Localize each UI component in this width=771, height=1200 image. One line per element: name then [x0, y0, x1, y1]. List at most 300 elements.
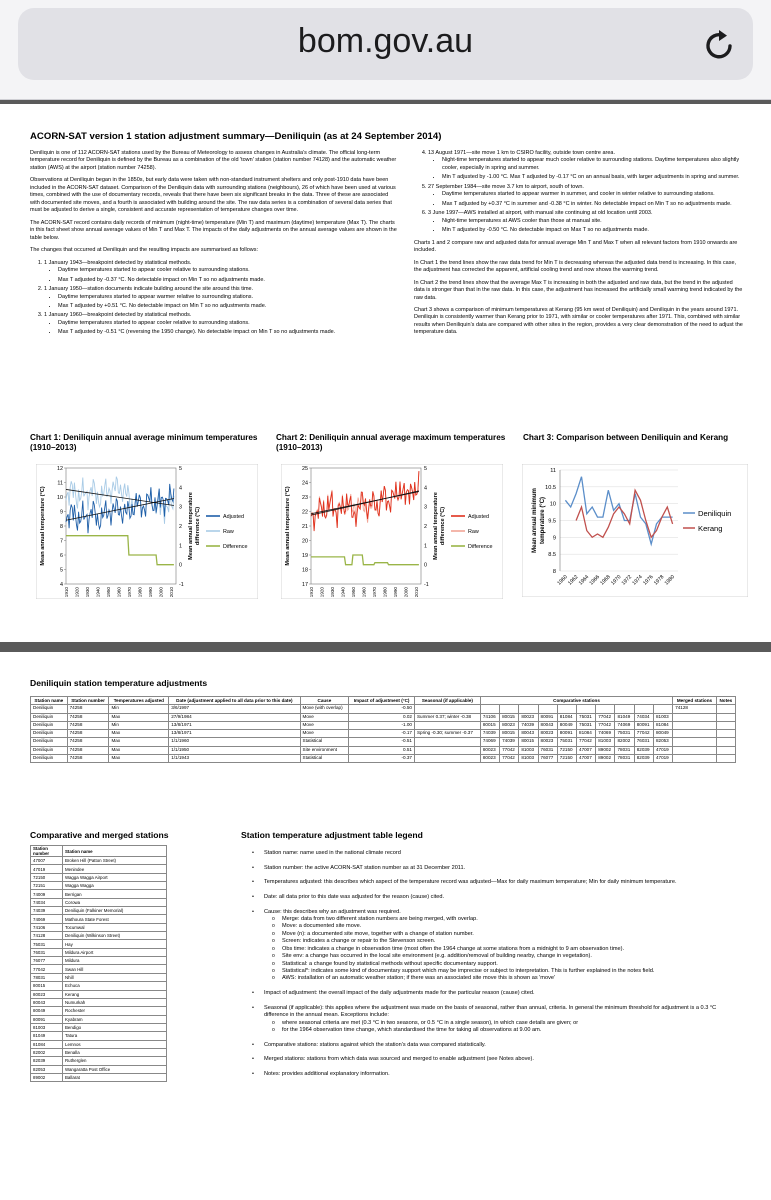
table-cell: 47007 [577, 755, 596, 763]
table-cell: 74039 [31, 907, 63, 915]
table-cell: 80023 [538, 730, 557, 738]
legend-item: • Temperatures adjusted: this describes which aspect of the temperature record was adjusted—Max for daily maximum temperature; Min for daily minimum temperature. [250, 879, 740, 886]
y2-tick-label: 4 [424, 485, 427, 492]
table-row [31, 1065, 167, 1073]
table-cell: 3/6/1997 [169, 705, 300, 713]
table-cell: 78031 [31, 973, 63, 981]
table-cell [480, 705, 499, 713]
table-cell: Mathoura State Forest [63, 915, 167, 923]
table-row [31, 857, 167, 865]
table-row [31, 730, 736, 738]
change-item: 3. 1 January 1960—breakpoint detected by statistical methods. • Daytime temperatures started to appear cooler relative to surrounding stations. • Max T adjusted by -0.51 °C (reversing the 1950 change). No detectable impact on Min T so no adjustments made. [44, 312, 398, 336]
table-cell: 80091 [634, 721, 653, 729]
table-cell: 74128 [31, 932, 63, 940]
table-cell: Rochester [63, 1007, 167, 1015]
y2-axis-label-line1: Mean annual temperature [188, 492, 194, 560]
adjustments-title: Deniliquin station temperature adjustments [30, 678, 208, 688]
legend-label: Deniliquin [698, 509, 732, 518]
table-row [31, 990, 167, 998]
chart2-paragraph: In Chart 2 the trend lines show that the average Max T is increasing in both the adjusted and raw data, but the trend in the adjusted data is stronger than that in the raw data. In this case, the adjustment has increased the artificially small warming trend indicated by the raw data. [414, 279, 743, 301]
table-cell: 77042 [500, 746, 519, 754]
table-cell [673, 738, 717, 746]
table-cell: 74258 [67, 755, 109, 763]
y2-tick-label: 2 [424, 524, 427, 530]
table-cell [716, 705, 735, 713]
table-cell: 47007 [577, 746, 596, 754]
table-cell [716, 721, 735, 729]
table-cell: 81003 [31, 1023, 63, 1031]
table-row [31, 923, 167, 931]
table-cell: -1.00 [349, 721, 415, 729]
y2-tick-label: 1 [424, 543, 427, 550]
table-row [31, 915, 167, 923]
changes-list-right [414, 150, 744, 235]
table-cell: 77042 [634, 730, 653, 738]
table-cell: 81003 [653, 713, 672, 721]
table-cell: 77042 [596, 713, 615, 721]
table-cell [673, 746, 717, 754]
table-cell: 1/1/1960 [169, 738, 300, 746]
table-cell: -0.37 [349, 755, 415, 763]
column-header: Merged stations [673, 697, 717, 705]
table-cell: 74034 [634, 713, 653, 721]
table-cell: 81003 [519, 755, 538, 763]
table-cell [500, 705, 519, 713]
table-cell: 80015 [500, 713, 519, 721]
y-tick-label: 21 [302, 524, 308, 530]
x-tick-label: 1960 [361, 587, 367, 598]
column-header: Cause [300, 697, 349, 705]
table-cell: 82039 [31, 1057, 63, 1065]
legend-label: Adjusted [223, 514, 244, 520]
table-cell: Site environment [300, 746, 349, 754]
reload-icon[interactable] [701, 26, 739, 64]
table-cell: 74258 [67, 705, 109, 713]
chart3-paragraph: Chart 3 shows a comparison of minimum temperatures at Kerang (95 km west of Deniliquin) and Deniliquin in the years around 1971. Deniliquin is consistently warmer than Kerang prior to 1971, with similar or cooler temperatures after 1971. This, combined with similar results when Deniliquin’s data are compared with other sites in the region, provides a very clear demonstration of the need to adjust the temperature data. [414, 306, 743, 336]
table-cell: Benalla [63, 1048, 167, 1056]
table-cell: 82039 [634, 755, 653, 763]
table-cell: Wagga Wagga [63, 882, 167, 890]
y-tick-label: 9 [60, 509, 63, 516]
legend-item: • Date: all data prior to this date was adjusted for the reason (cause) cited. [250, 894, 740, 901]
table-cell: Max [109, 730, 169, 738]
y2-tick-label: 5 [179, 466, 182, 472]
y2-tick-label: 3 [424, 504, 427, 511]
x-tick-label: 1962 [567, 574, 580, 587]
table-cell: Corowa [63, 898, 167, 906]
table-cell [716, 755, 735, 763]
comparative-stations-table [30, 845, 167, 1082]
chart1-plot [36, 464, 258, 599]
x-tick-label: 1978 [652, 574, 666, 587]
table-cell: Deniliquin [31, 730, 68, 738]
changes-list-left [30, 260, 398, 337]
table-cell: Move [300, 721, 349, 729]
table-cell: 82039 [634, 746, 653, 754]
legend-label: Raw [223, 529, 234, 535]
table-cell: 75031 [557, 738, 576, 746]
table-cell [414, 755, 480, 763]
summary-right-column [414, 150, 744, 342]
y2-tick-label: -1 [424, 582, 429, 588]
table-cell: 80023 [480, 746, 499, 754]
y2-tick-label: 1 [179, 543, 182, 550]
table-cell: 77042 [577, 738, 596, 746]
legend-item: • Impact of adjustment: the overall impact of the daily adjustments made for the particular reason (cause) cited. [250, 990, 740, 997]
history-paragraph: Observations at Deniliquin began in the 1850s, but early data were taken with non-standard instrument shelters and only post-1910 data have been included in the ACORN-SAT dataset. Comparison of the Deniliquin data with surrounding stations (neighbours), 26 of which have been used at various times, combined with the use of documentary records, reveals that there have been six significant breaks in the data. Three of these are associated with documented site moves, and a fourth is associated with building around the site. The raw data series is a combination of several data series that must be adjusted to derive a single, consistent and accurate representation of temperature changes over time. [30, 177, 396, 214]
summary-left-column [30, 150, 398, 342]
table-cell: Hay [63, 940, 167, 948]
table-cell: 80023 [480, 755, 499, 763]
table-cell: 75031 [31, 940, 63, 948]
x-tick-label: 1974 [631, 574, 644, 587]
table-cell [577, 705, 596, 713]
table-cell: Swan Hill [63, 965, 167, 973]
table-cell [615, 705, 634, 713]
table-cell: 80015 [500, 730, 519, 738]
table-row [31, 965, 167, 973]
x-tick-label: 1972 [620, 574, 634, 587]
table-cell: 75031 [615, 730, 634, 738]
y-tick-label: 9.5 [548, 518, 556, 525]
table-row [31, 705, 736, 713]
table-cell: Max [109, 746, 169, 754]
y2-tick-label: 0 [179, 562, 182, 569]
x-tick-label: 1940 [95, 587, 101, 598]
table-cell: 76031 [31, 948, 63, 956]
x-tick-label: 1980 [137, 587, 143, 598]
table-cell: 72151 [31, 882, 63, 890]
table-cell [634, 705, 653, 713]
table-cell: -0.51 [349, 738, 415, 746]
change-item: 2. 1 January 1950—station documents indicate building around the site around this time. • Daytime temperatures started to appear warmer relative to surrounding stations. • Max T adjusted by +0.51 °C. No detectable impact on Min T so no adjustments made. [44, 286, 398, 310]
table-row [31, 932, 167, 940]
table-cell: Spring -0.30; summer -0.37 [414, 730, 480, 738]
column-header: Comparative stations [480, 697, 672, 705]
chart1-paragraph: In Chart 1 the trend lines show the raw data trend for Min T is decreasing whereas the adjusted data trend is increasing. In this case, the adjustment has corrected the apparent, artificial cooling trend and now shows the warming trend. [414, 259, 737, 274]
table-cell: 80015 [31, 982, 63, 990]
table-row [31, 746, 736, 754]
table-cell: 74039 [480, 730, 499, 738]
table-cell [414, 746, 480, 754]
x-tick-label: 1930 [329, 587, 335, 598]
table-cell: Kerang [63, 990, 167, 998]
x-tick-label: 1970 [610, 574, 623, 587]
legend-item: • Notes: provides additional explanatory information. [250, 1071, 740, 1078]
y-tick-label: 10 [57, 495, 63, 501]
table-cell: 77042 [500, 755, 519, 763]
y-tick-label: 10.5 [545, 484, 556, 491]
table-row [31, 721, 736, 729]
y-tick-label: 23 [302, 495, 308, 501]
legend-item: • Station number: the active ACORN-SAT station number as at 31 December 2011. [250, 865, 740, 872]
table-cell: 47007 [31, 857, 63, 865]
x-tick-label: 1970 [371, 587, 377, 598]
table-row [31, 1048, 167, 1056]
comparative-title: Comparative and merged stations [30, 830, 169, 840]
table-cell: 75031 [577, 721, 596, 729]
address-bar[interactable] [18, 8, 753, 80]
change-item: 5. 27 September 1984—site move 3.7 km to airport, south of town. • Daytime temperatures started to appear warmer in summer, and cooler in winter relative to surrounding stations. • Max T adjusted by +0.37 °C in summer and -0.38 °C in winter. No detectable impact on Min T so no adjustments made. [428, 184, 744, 208]
intro-paragraph: Deniliquin is one of 112 ACORN-SAT stations used by the Bureau of Meteorology to assess changes in Australia’s climate. The official long-term temperature record for Deniliquin is defined by the Bureau as a combination of the old 'town' station (station number 74128) and the automatic weather station (AWS) at the airport (station number 74258). [30, 150, 397, 171]
table-cell: 74069 [596, 730, 615, 738]
table-row [31, 973, 167, 981]
table-row [31, 755, 736, 763]
x-tick-label: 1976 [642, 574, 655, 587]
table-cell: 27/9/1984 [169, 713, 300, 721]
y2-tick-label: -1 [179, 582, 184, 588]
x-tick-label: 1920 [74, 587, 80, 598]
y-tick-label: 5 [60, 567, 63, 574]
y2-tick-label: 0 [424, 562, 427, 569]
table-row [31, 865, 167, 873]
chart3-title: Chart 3: Comparison between Deniliquin and Kerang [523, 433, 729, 442]
table-cell: 80049 [653, 730, 672, 738]
x-tick-label: 1910 [64, 587, 69, 598]
table-cell: 0.51 [349, 746, 415, 754]
x-tick-label: 1960 [556, 574, 569, 587]
table-cell: Ballarat [63, 1073, 167, 1081]
page-title: ACORN-SAT version 1 station adjustment summary—Deniliquin (as at 24 September 2014) [30, 131, 442, 142]
legend-item: • Station name: name used in the national climate record [250, 850, 740, 857]
legend-label: Raw [468, 529, 479, 535]
table-cell: 72150 [557, 755, 576, 763]
table-cell [557, 705, 576, 713]
table-cell: Move [300, 730, 349, 738]
x-tick-label: 1930 [84, 587, 90, 598]
y-tick-label: 8 [552, 569, 556, 575]
table-cell [414, 721, 480, 729]
table-cell: 76031 [634, 738, 653, 746]
table-cell: 80049 [31, 1007, 63, 1015]
table-cell: 80023 [31, 990, 63, 998]
table-cell: 74258 [67, 713, 109, 721]
table-cell: Move [300, 713, 349, 721]
y-tick-label: 8.5 [548, 552, 556, 559]
chart2-title: Chart 2: Deniliquin annual average maximum temperatures (1910–2013) [276, 433, 506, 452]
table-cell: 47019 [653, 755, 672, 763]
column-header: Impact of adjustment (°C) [349, 697, 415, 705]
table-row [31, 1015, 167, 1023]
legend-item: • Seasonal (if applicable): this applies where the adjustment was made on the basis of seasonal, rather than annual, criteria. In general the minimum threshold for adjustment is a 0.3 °C difference in the annual mean. Exceptions include: o where seasonal criteria are met (0.3 °C in two seasons, or 0.5 °C in a single season), in which case details are given; or o for the 1964 observation time change, which standardised the time for taking all observations at 9.00 am. [250, 1005, 740, 1035]
table-cell: 81049 [615, 713, 634, 721]
x-tick-label: 1950 [350, 587, 356, 598]
table-cell: 80049 [557, 721, 576, 729]
table-cell: 74039 [500, 738, 519, 746]
table-cell: 74258 [67, 738, 109, 746]
x-tick-label: 1960 [116, 587, 122, 598]
table-cell: 74039 [519, 721, 538, 729]
y-tick-label: 18 [302, 567, 308, 574]
table-cell: Max [109, 738, 169, 746]
changes-paragraph: The changes that occurred at Deniliquin and the resulting impacts are summarised as follows: [30, 247, 259, 254]
column-header: Station number [31, 846, 63, 857]
table-cell: 80015 [480, 721, 499, 729]
y2-tick-label: 4 [179, 485, 182, 492]
change-item: 6. 3 June 1997—AWS installed at airport, with manual site continuing at old location until 2003. • Night-time temperatures at AWS cooler than those at manual site. • Min T adjusted by -0.50 °C. No detectable impact on Max T so no adjustments made. [428, 210, 744, 234]
table-cell: Lemnos [63, 1040, 167, 1048]
legend-item: • Comparative stations: stations against which the station’s data was compared statistically. [250, 1042, 740, 1049]
table-cell: Min [109, 721, 169, 729]
table-cell [716, 738, 735, 746]
legend-label: Adjusted [468, 514, 489, 520]
table-cell: Wangaratta Post Office [63, 1065, 167, 1073]
table-cell: 89002 [31, 1073, 63, 1081]
table-cell: 81003 [519, 746, 538, 754]
table-cell: 82053 [31, 1065, 63, 1073]
x-tick-label: 2000 [158, 587, 164, 598]
table-cell: 74009 [31, 890, 63, 898]
table-cell: 80023 [519, 713, 538, 721]
y2-tick-label: 5 [424, 466, 427, 472]
x-tick-label: 1990 [147, 587, 153, 598]
table-cell: 80091 [31, 1015, 63, 1023]
x-tick-label: 1950 [105, 587, 111, 598]
column-header: Date (adjustment applied to all data prior to this date) [169, 697, 300, 705]
y-tick-label: 9 [552, 535, 556, 542]
table-header-row [31, 697, 736, 705]
table-cell: Mildura [63, 957, 167, 965]
table-cell [716, 746, 735, 754]
table-cell: -0.17 [349, 730, 415, 738]
table-cell: 89002 [596, 755, 615, 763]
table-cell: Deniliquin [31, 746, 68, 754]
table-cell: Move (with overlap) [300, 705, 349, 713]
charts-intro-paragraph: Charts 1 and 2 compare raw and adjusted data for annual average Min T and Max T when all relevant factors from 1910 onwards are included. [414, 239, 738, 254]
legend-label: Kerang [698, 524, 723, 533]
table-cell: 74034 [31, 898, 63, 906]
table-cell: Deniliquin [31, 755, 68, 763]
x-tick-label: 1966 [588, 574, 601, 587]
x-tick-label: 1970 [126, 587, 132, 598]
table-cell [414, 705, 480, 713]
column-header: Station name [31, 697, 68, 705]
table-cell: 89002 [596, 746, 615, 754]
legend-label: Difference [223, 544, 248, 550]
y-tick-label: 8 [60, 524, 63, 530]
table-cell: 77042 [31, 965, 63, 973]
table-row [31, 1040, 167, 1048]
table-cell [673, 713, 717, 721]
legend-label: Difference [468, 544, 493, 550]
legend-title: Station temperature adjustment table legend [241, 830, 423, 840]
x-tick-label: 1964 [577, 574, 591, 587]
y-tick-label: 19 [302, 553, 308, 559]
table-cell: 1/1/1943 [169, 755, 300, 763]
table-cell: Wagga Wagga Airport [63, 873, 167, 881]
url-text[interactable]: bom.gov.au [297, 22, 474, 60]
table-cell [673, 755, 717, 763]
table-cell: Numurkah [63, 998, 167, 1006]
x-tick-label: 1980 [382, 587, 388, 598]
table-cell: 80091 [557, 730, 576, 738]
table-row [31, 957, 167, 965]
table-cell: 74069 [480, 738, 499, 746]
adjustments-table [30, 696, 736, 763]
table-cell: 82002 [615, 738, 634, 746]
y2-axis-label-line2: difference (°C) [195, 506, 201, 546]
table-cell: 13/8/1971 [169, 730, 300, 738]
table-cell: 80023 [500, 721, 519, 729]
y2-tick-label: 2 [179, 524, 182, 530]
table-cell: -0.50 [349, 705, 415, 713]
table-cell: Tatura [63, 1032, 167, 1040]
y-tick-label: 20 [302, 538, 308, 545]
table-cell: Summer 0.37; winter -0.38 [414, 713, 480, 721]
table-cell [716, 713, 735, 721]
table-cell: Max [109, 713, 169, 721]
table-cell: 74128 [673, 705, 717, 713]
table-cell: Rutherglen [63, 1057, 167, 1065]
chart3-plot [522, 464, 748, 597]
table-cell: Deniliquin [31, 713, 68, 721]
table-cell: Deniliquin [31, 705, 68, 713]
table-cell: Mildura Airport [63, 948, 167, 956]
table-cell: 81049 [31, 1032, 63, 1040]
change-item: 4. 13 August 1971—site move 1 km to CSIRO facility, outside town centre area. • Night-time temperatures started to appear much cooler relative to surrounding stations. Daytime temperatures also slightly cooler, especially in spring and summer. • Min T adjusted by -1.00 °C. Max T adjusted by -0.17 °C on an annual basis, with larger adjustments in spring and summer. [428, 150, 744, 182]
record-paragraph: The ACORN-SAT record contains daily records of minimum (night-time) temperature (Min T) and maximum (daytime) temperature (Max T). The charts in this fact sheet show annual average values of Min T and Max T. The impacts of the daily adjustments on the annual average values are shown in the table below. [30, 219, 397, 241]
table-row [31, 1057, 167, 1065]
table-cell: 76077 [31, 957, 63, 965]
table-cell: 82002 [31, 1048, 63, 1056]
legend-item: • Cause: this describes why an adjustment was required. o Merge: data from two different station numbers are being merged, with overlap. o Move: a documented site move. o Move (n): a documented site move, together with a change of station number. o Screen: indicates a change or repair to the Stevenson screen. o Obs time: indicates a change in observation time (most often the 1964 change at some stations from a midnight to 9 am observation time). o Site env: a change has occurred in the local site environment (e.g. addition/removal of building nearby, change in vegetation). o Statistical: a change found by statistical methods without specific documentary support. o Statistical*: indicates some kind of documentary support which may be imprecise or subject to interpretation. This is further explained in the notes field. o AWS: installation of an automatic weather station; if there was an associated site move this is shown as 'move' [250, 909, 740, 983]
table-cell: 1/1/1950 [169, 746, 300, 754]
y-tick-label: 24 [302, 480, 308, 487]
browser-toolbar [0, 0, 771, 100]
table-cell: 81084 [31, 1040, 63, 1048]
table-cell: 0.02 [349, 713, 415, 721]
y-axis-label-line1: Mean annual minimum [532, 488, 538, 553]
table-cell: 72150 [31, 873, 63, 881]
table-row [31, 948, 167, 956]
table-row [31, 713, 736, 721]
table-cell: Deniliquin [31, 738, 68, 746]
table-cell [414, 738, 480, 746]
table-cell: 76031 [538, 746, 557, 754]
table-row [31, 998, 167, 1006]
table-cell: Min [109, 705, 169, 713]
change-item: 1. 1 January 1943—breakpoint detected by statistical methods. • Daytime temperatures started to appear cooler relative to surrounding stations. • Max T adjusted by -0.37 °C. No detectable impact on Min T so no adjustments made. [44, 260, 398, 284]
table-cell: 74069 [31, 915, 63, 923]
table-cell: 80091 [538, 713, 557, 721]
table-cell: 13/8/1971 [169, 721, 300, 729]
table-cell: 74106 [31, 923, 63, 931]
x-tick-label: 1980 [663, 574, 677, 587]
legend-list [250, 850, 740, 1086]
table-cell [673, 730, 717, 738]
table-cell: 80043 [31, 998, 63, 1006]
y-tick-label: 7 [60, 538, 63, 545]
column-header: Station number [67, 697, 109, 705]
table-cell [673, 721, 717, 729]
y-tick-label: 12 [57, 466, 63, 472]
x-tick-label: 2010 [413, 587, 419, 598]
y-tick-label: 11 [57, 480, 63, 487]
chart2-plot [281, 464, 503, 599]
x-tick-label: 2010 [168, 587, 174, 598]
table-cell: 82053 [653, 738, 672, 746]
x-tick-label: 1968 [599, 574, 612, 587]
y-axis-label: Mean annual temperature (°C) [40, 486, 46, 566]
y2-axis-label-line2: difference (°C) [440, 506, 446, 546]
column-header: Station name [63, 846, 167, 857]
x-tick-label: 1940 [340, 587, 346, 598]
table-cell: 74258 [67, 730, 109, 738]
table-cell: 81084 [653, 721, 672, 729]
y-tick-label: 4 [60, 582, 63, 588]
table-cell [596, 705, 615, 713]
table-row [31, 890, 167, 898]
